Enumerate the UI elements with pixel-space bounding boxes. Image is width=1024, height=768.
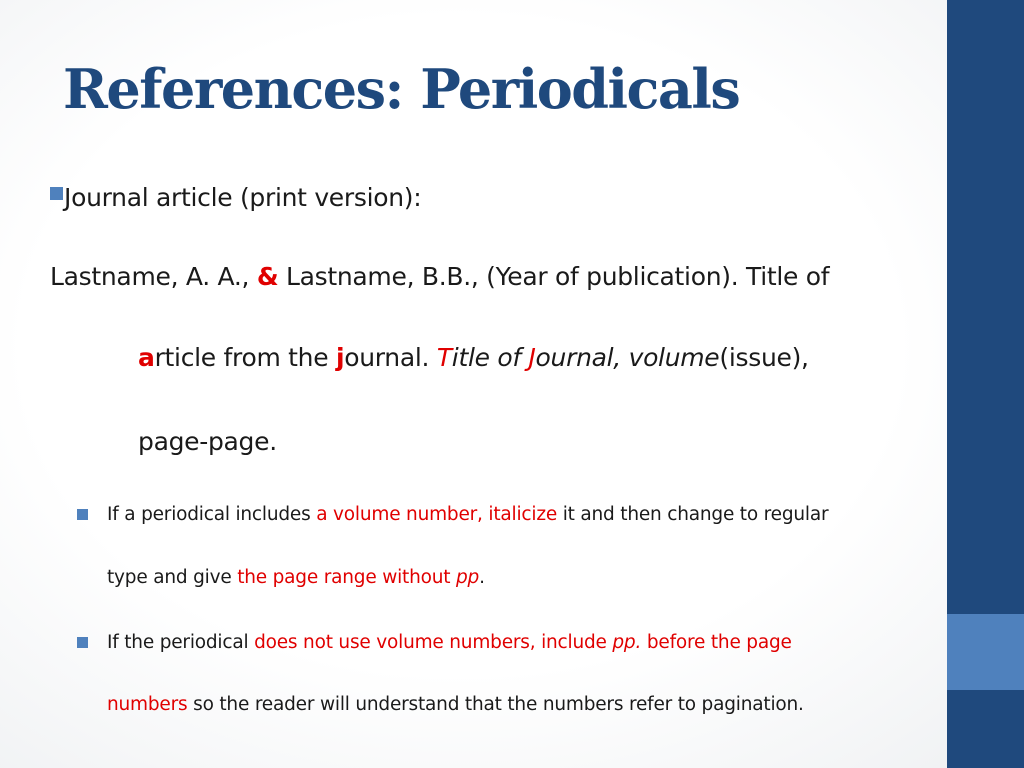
citation-highlight-letter: T [436,343,452,372]
sub-bullet-text: so the reader will understand that the numbers refer to pagination. [187,694,804,715]
citation-highlight-letter: a [138,343,155,372]
citation-highlight-letter: j [335,343,345,372]
slide-title: References: Periodicals [63,57,740,121]
sub-bullet-text: . [479,567,485,588]
sub-bullet-emphasis: numbers [107,694,188,715]
sub-bullet-text: it and then change to regular [557,504,829,525]
citation-italic-text: itle of [451,343,529,372]
citation-highlight-letter: J [528,343,536,372]
citation-line-3: page-page. [138,427,277,456]
sub-bullet-emphasis-italic: pp [456,567,480,588]
sub-bullet-text: If the periodical [107,632,255,653]
citation-italic-text: ournal, volume [535,343,720,372]
sub-bullet-2-line-2 [107,696,804,715]
citation-text: Lastname, B.B., (Year of publication). Title of [278,262,830,291]
citation-text: rticle from the [154,343,336,372]
sub-bullet-1-line-1 [107,506,828,525]
sub-bullet-emphasis: the page range without [237,567,457,588]
citation-line-1 [50,264,829,289]
square-bullet-icon [77,509,88,520]
square-bullet-icon [50,187,63,200]
sub-bullet-text: type and give [107,567,238,588]
sub-bullet-emphasis: does not use volume numbers, include [254,632,613,653]
sub-bullet-2-line-1 [107,634,792,653]
square-bullet-icon [77,637,88,648]
sub-bullet-emphasis-italic: pp. [612,632,642,653]
sub-bullet-emphasis: a volume number, italicize [316,504,558,525]
citation-text: ournal. [344,343,437,372]
citation-ampersand: & [256,262,279,291]
sub-bullet-emphasis: before the page [641,632,792,653]
citation-line-2 [138,345,809,370]
sidebar-accent-block [947,614,1024,690]
sub-bullet-text: If a periodical includes [107,504,317,525]
citation-text: Lastname, A. A., [50,262,257,291]
citation-text: (issue), [719,343,809,372]
sub-bullet-1-line-2 [107,569,485,588]
heading-bullet-text: Journal article (print version): [64,183,422,212]
